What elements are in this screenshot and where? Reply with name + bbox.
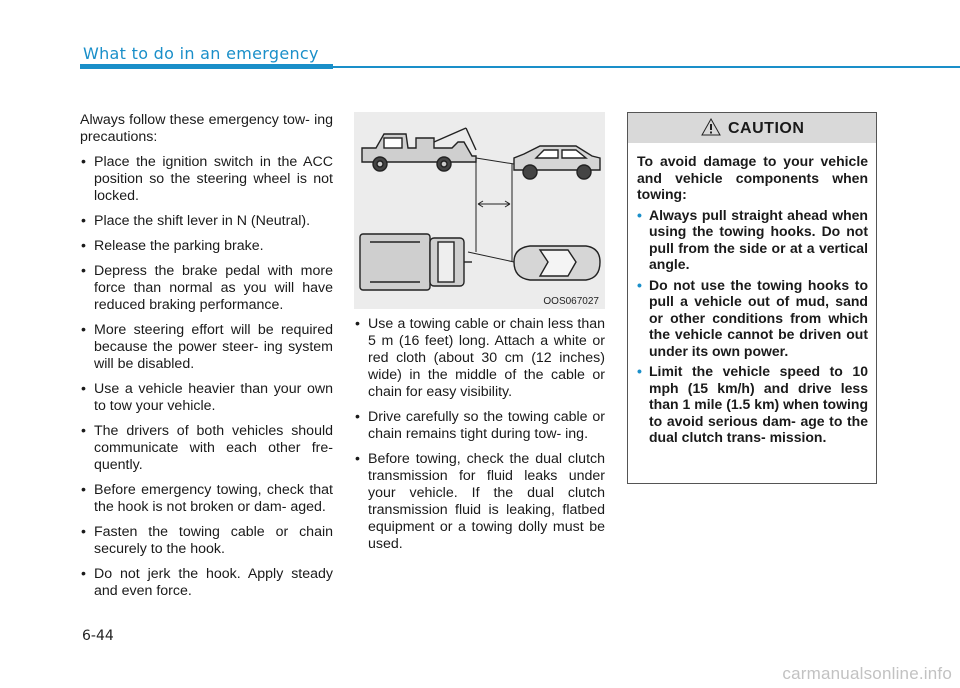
watermark-text: carmanualsonline.info: [782, 664, 952, 683]
list-item: • Release the parking brake.: [80, 238, 333, 255]
list-item: • Limit the vehicle speed to 10 mph (15 km/h) and drive less than 1 mile (1.5 km) when towing to avoid serious dam- age to the dual clutch trans- mission.: [637, 363, 868, 446]
tow-truck-top-icon: [360, 234, 472, 290]
figure-code: OOS067027: [543, 296, 599, 307]
list-item: • Before towing, check the dual clutch transmission for fluid leaks under your vehicle. If the dual clutch transmission fluid is leaking, flatbed equipment or a towing dolly must be used.: [354, 451, 605, 553]
list-item: • Place the shift lever in N (Neutral).: [80, 213, 333, 230]
towing-illustration: [354, 112, 605, 309]
header-rule-thin: [333, 66, 960, 68]
caution-header: [628, 113, 876, 143]
tow-truck-diagram: [354, 112, 605, 309]
intro-text: Always follow these emergency tow- ing precautions:: [80, 112, 333, 145]
page-number: 6-44: [82, 628, 114, 644]
list-item: • Do not jerk the hook. Apply steady and even force.: [80, 566, 333, 600]
list-item: • Drive carefully so the towing cable or chain remains tight during tow- ing.: [354, 409, 605, 443]
towed-car-side-icon: [514, 146, 600, 179]
caution-body: [628, 143, 876, 446]
column-left: [80, 112, 333, 608]
list-item: • More steering effort will be required because the power steer- ing system will be disabled.: [80, 322, 333, 373]
column-middle: [354, 316, 605, 561]
caution-list: [637, 207, 868, 446]
towing-precautions-list: [80, 154, 333, 600]
towed-car-top-icon: [514, 246, 600, 280]
list-item: • Before emergency towing, check that the hook is not broken or dam- aged.: [80, 482, 333, 516]
warning-triangle-icon: [700, 117, 722, 137]
section-title: What to do in an emergency: [83, 44, 319, 63]
caution-intro: To avoid damage to your vehicle and vehicle components when towing:: [637, 153, 868, 202]
tow-cable-lines: [468, 158, 514, 262]
caution-title: CAUTION: [728, 120, 805, 137]
list-item: • Do not use the towing hooks to pull a vehicle out of mud, sand or other conditions from which the vehicle cannot be driven out under its own power.: [637, 277, 868, 360]
list-item: • Place the ignition switch in the ACC position so the steering wheel is not locked.: [80, 154, 333, 205]
caution-box: [627, 112, 877, 484]
list-item: • Depress the brake pedal with more force than normal as you will have reduced braking performance.: [80, 263, 333, 314]
header-rule-thick: [80, 64, 333, 69]
list-item: • Fasten the towing cable or chain securely to the hook.: [80, 524, 333, 558]
list-item: • Always pull straight ahead when using the towing hooks. Do not pull from the side or at a vertical angle.: [637, 207, 868, 273]
list-item: • Use a vehicle heavier than your own to tow your vehicle.: [80, 381, 333, 415]
list-item: • The drivers of both vehicles should communicate with each other fre- quently.: [80, 423, 333, 474]
towing-instructions-list: [354, 316, 605, 553]
list-item: • Use a towing cable or chain less than 5 m (16 feet) long. Attach a white or red cloth (about 30 cm (12 inches) wide) in the middle of the cable or chain for easy visibility.: [354, 316, 605, 401]
tow-truck-side-icon: [362, 128, 476, 171]
